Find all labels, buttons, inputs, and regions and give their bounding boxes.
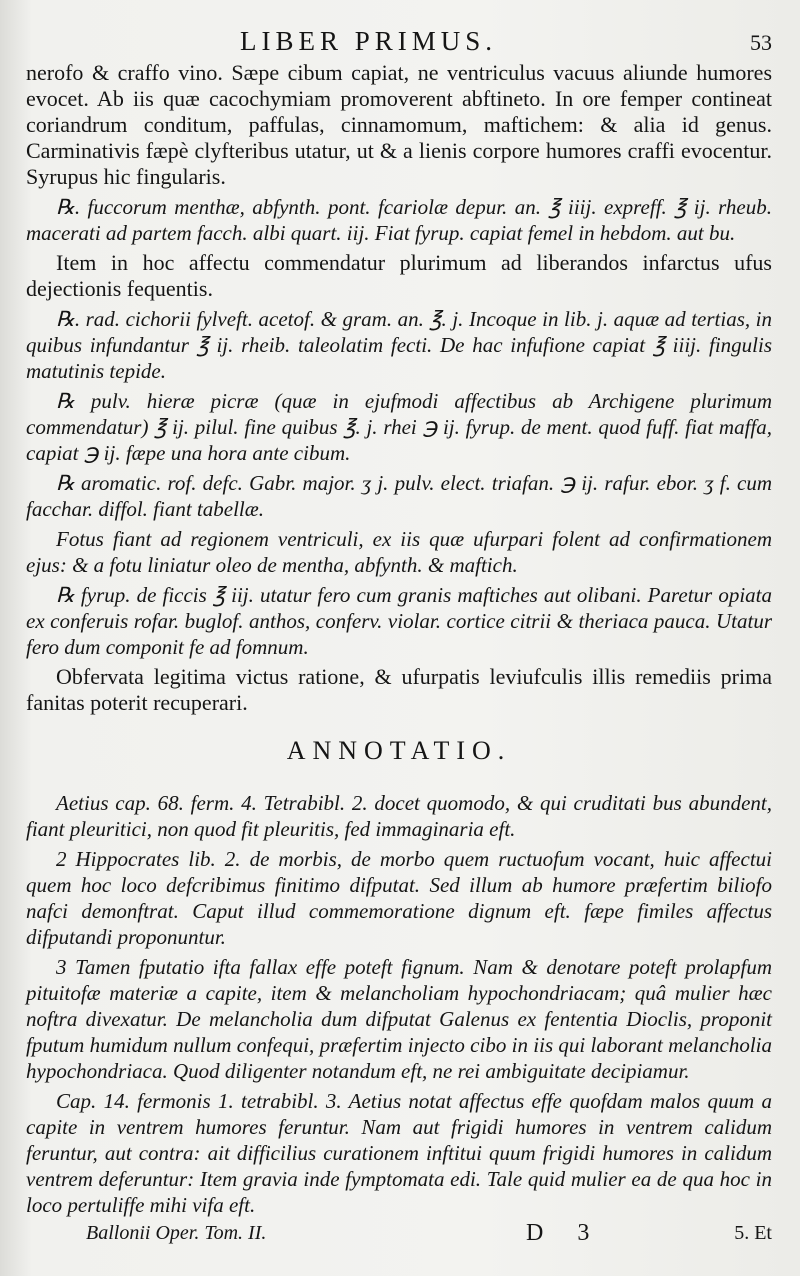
catchword: 5. Et — [734, 1222, 772, 1244]
paragraph-fotus: Fotus fiant ad regionem ventriculi, ex iis quæ ufurpari folent ad confirmationem ejus: & a fotu liniatur oleo de mentha, abfynth. & maftich. — [26, 527, 772, 577]
annotatio-heading: ANNOTATIO. — [286, 736, 512, 765]
page-footer — [86, 1222, 772, 1252]
recipe-hiera-picra: ℞ pulv. hieræ picræ (quæ in ejufmodi affectibus ab Archigene plurimum commendatur) ℥ ij. pilul. fine quibus ℥. j. rhei ℈ ij. fyrup. de ment. quod fuff. fiat maffa, capiat ℈ ij. fæpe una hora ante cibum. — [26, 389, 772, 465]
page-number: 53 — [750, 30, 772, 55]
recipe-syrup-siccis: ℞ fyrup. de ficcis ℥ iij. utatur fero cum granis maftiches aut olibani. Paretur opiata ex conferuis rofar. buglof. anthos, conferv. violar. cortice citrii & theriaca pauca. Utatur fero dum componit fe ad fomnum. — [26, 583, 772, 659]
paragraph-conclusion: Obfervata legitima victus ratione, & ufurpatis leviufculis illis remediis prima fanitas poterit recuperari. — [26, 664, 772, 715]
paragraph-diet: nerofo & craffo vino. Sæpe cibum capiat, ne ventriculus vacuus aliunde humores evocet. Ab iis quæ cacochymiam promoverent abftineto. In ore femper contineat coriandrum conditum, paffulas, cinnamomum, maftichem: & alia id genus. Carminativis fæpè clyfteribus utatur, ut & a lienis corpore humores craffi evocentur. Syrupus hic fingularis. — [26, 60, 772, 189]
annotation-note-4: Cap. 14. fermonis 1. tetrabibl. 3. Aetius notat affectus effe quofdam malos quum a capite in ventrem humores feruntur. Nam aut frigidi humores in ventrem calidum feruntur, aut contra: ait difficilius curationem inftitui quum frigidi humores in calidum ventrem deferuntur: Item gravia inde fymptomata edi. Tale quid mulier ea de qua hoc in loco pertuliffe mihi vifa eft. — [26, 1089, 772, 1217]
recipe-cichorium: ℞. rad. cichorii fylveft. acetof. & gram. an. ℥. j. Incoque in lib. j. aquæ ad tertias, in quibus infundantur ℥ ij. rheib. taleolatim fecti. De hac infufione capiat ℥ iiij. fingulis matutinis tepide. — [26, 307, 772, 383]
signature-mark: D 3 — [526, 1220, 604, 1246]
page-header — [0, 22, 800, 62]
running-head: LIBER PRIMUS. — [240, 26, 498, 56]
annotation-note-3: 3 Tamen fputatio ifta fallax effe poteft fignum. Nam & denotare poteft prolapfum pituitofæ materiæ a capite, item & melancholiam hypochondriacam; quâ mulier hæc noftra divexatur. De melancholia dum difputat Galenus ex fententia Dioclis, proponit fputum humidum nullum confequi, præfertim injecto cibo in iis qui laborant melancholia hypochondriaca. Quod diligenter notandum eft, ne rei ambiguitate decipiamur. — [26, 955, 772, 1083]
annotation-note-1: Aetius cap. 68. ferm. 4. Tetrabibl. 2. docet quomodo, & qui cruditati bus abundent, fiant pleuritici, non quod fit pleuritis, fed immaginaria eft. — [26, 791, 772, 841]
recipe-syrup: ℞. fuccorum menthæ, abfynth. pont. fcariolæ depur. an. ℥ iiij. expreff. ℥ ij. rheub. macerati ad partem facch. albi quart. iij. Fiat fyrup. capiat femel in hebdom. aut bu. — [26, 195, 772, 245]
main-text — [26, 60, 772, 1222]
annotation-note-2: 2 Hippocrates lib. 2. de morbis, de morbo quem ructuofum vocant, huic affectui quem hoc loco defcribimus finitimo difputat. Sed illum ab humore præfertim biliofo nafci demonftrat. Caput illud commemoratione dignum eft. fæpe fimiles affectus difputandi proponuntur. — [26, 847, 772, 949]
recipe-aromatic: ℞ aromatic. rof. defc. Gabr. major. ʒ j. pulv. elect. triafan. ℈ ij. rafur. ebor. ʒ f. cum facchar. diffol. fiant tabellæ. — [26, 471, 772, 521]
paragraph-dejection: Item in hoc affectu commendatur plurimum ad liberandos infarctus ufus dejectionis fequentis. — [26, 250, 772, 301]
signature-title: Ballonii Oper. Tom. II. — [86, 1222, 267, 1244]
